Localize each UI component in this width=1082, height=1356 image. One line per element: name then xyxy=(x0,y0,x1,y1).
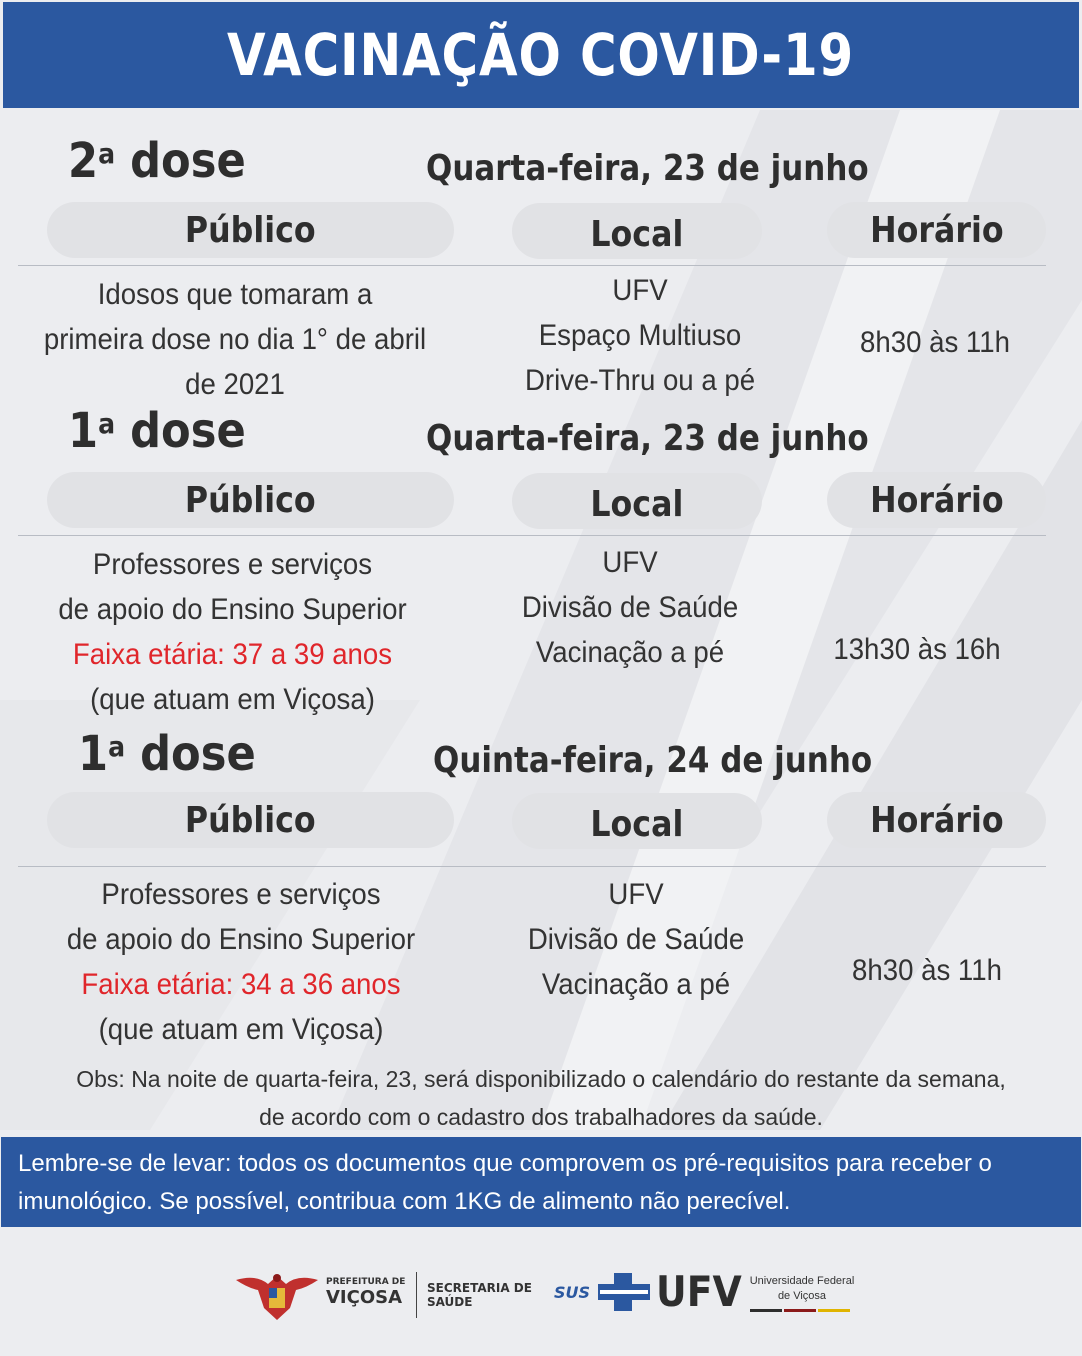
reminder-line-2: imunológico. Se possível, contribua com 1KG de alimento não perecível. xyxy=(18,1188,791,1215)
header-publico-3: Público xyxy=(47,792,454,848)
header-local-3: Local xyxy=(512,793,762,849)
local-cell-1: UFV Espaço Multiuso Drive-Thru ou a pé xyxy=(524,274,756,397)
header-horario-3: Horário xyxy=(827,792,1046,848)
header-publico-2: Público xyxy=(47,472,454,528)
ufv-bar-gold xyxy=(818,1309,850,1312)
divider-2 xyxy=(18,535,1046,536)
logo-strip xyxy=(0,1262,1082,1332)
prefeitura-crest-icon xyxy=(236,1270,318,1322)
dose-date-3: Quinta-feira, 24 de junho xyxy=(433,740,873,781)
header-banner xyxy=(3,2,1079,108)
header-local-2: Local xyxy=(512,473,762,529)
dose-title-2: 1$^a$ dose xyxy=(68,403,246,459)
horario-cell-3: 8h30 às 11h xyxy=(852,954,1002,987)
header-publico-1: Público xyxy=(47,202,454,258)
dose-date-2: Quarta-feira, 23 de junho xyxy=(426,418,869,459)
publico-cell-3: Professores e serviços de apoio do Ensino Superior Faixa etária: 34 a 36 anos (que atuam em Viçosa) xyxy=(43,872,439,1052)
sus-logo: SUS xyxy=(554,1283,591,1302)
ufv-logo: UFV xyxy=(656,1267,742,1316)
divider-1 xyxy=(18,265,1046,266)
header-horario-1: Horário xyxy=(827,202,1046,258)
ufv-bar-black xyxy=(750,1309,782,1312)
header-horario-2: Horário xyxy=(827,472,1046,528)
logo-separator xyxy=(416,1272,417,1318)
secretaria-logo: SECRETARIA DE SAÚDE xyxy=(427,1281,532,1309)
page-title: VACINAÇÃO COVID-19 xyxy=(227,21,855,89)
prefeitura-logo: PREFEITURA DE VIÇOSA xyxy=(326,1277,406,1308)
reminder-banner xyxy=(1,1137,1081,1227)
reminder-line-1: Lembre-se de levar: todos os documentos que comprovem os pré-requisitos para receber o xyxy=(18,1150,992,1177)
dose-date-1: Quarta-feira, 23 de junho xyxy=(426,148,869,189)
obs-note: Obs: Na noite de quarta-feira, 23, será disponibilizado o calendário do restante da semana, de acordo com o cadastro dos trabalhadores da saúde. xyxy=(76,1066,1006,1130)
faixa-etaria-2: Faixa etária: 37 a 39 anos xyxy=(72,638,393,671)
divider-3 xyxy=(18,866,1046,867)
dose-title-3: 1$^a$ dose xyxy=(78,726,256,782)
faixa-etaria-3: Faixa etária: 34 a 36 anos xyxy=(81,968,401,1001)
local-cell-2: UFV Divisão de Saúde Vacinação a pé xyxy=(521,546,739,669)
horario-cell-1: 8h30 às 11h xyxy=(860,326,1010,359)
publico-cell-2: Professores e serviços de apoio do Ensino Superior Faixa etária: 37 a 39 anos (que atuam em Viçosa) xyxy=(37,542,428,722)
ufv-bar-red xyxy=(784,1309,816,1312)
dose-title-1: 2$^a$ dose xyxy=(68,133,246,189)
local-cell-3: UFV Divisão de Saúde Vacinação a pé xyxy=(527,878,745,1001)
horario-cell-2: 13h30 às 16h xyxy=(833,633,1001,666)
publico-cell-1: Idosos que tomaram a primeira dose no dia 1° de abril de 2021 xyxy=(43,278,427,401)
sus-cross-icon xyxy=(598,1273,650,1311)
ufv-name: Universidade Federal de Viçosa xyxy=(749,1275,855,1302)
header-local-1: Local xyxy=(512,203,762,259)
